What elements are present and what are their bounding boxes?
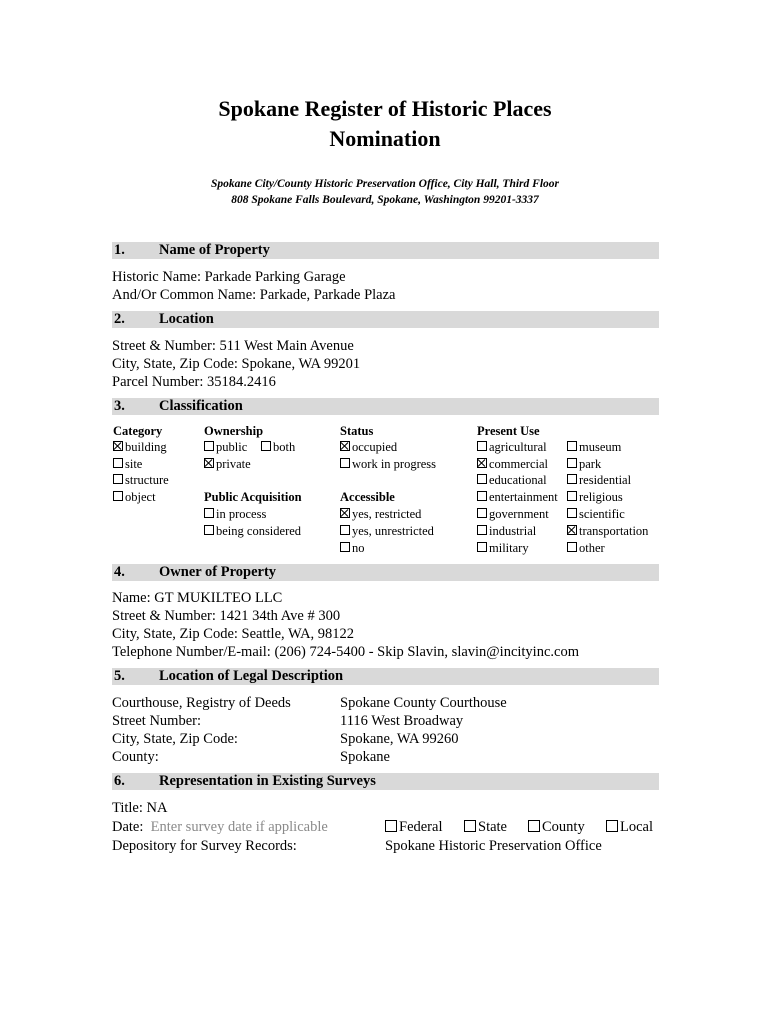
owner-phone-email-field[interactable]: Telephone Number/E-mail: (206) 724-5400 - Skip Slavin, slavin@incityinc.com [112, 644, 579, 660]
section-number: 4. [114, 564, 125, 580]
legal-street-field[interactable]: 1116 West Broadway [340, 713, 464, 729]
legal-city-field[interactable]: Spokane, WA 99260 [340, 731, 459, 747]
checkbox-icon[interactable] [113, 458, 123, 468]
accessible-heading: Accessible [340, 490, 395, 504]
option-label: public [216, 440, 248, 454]
section-number: 1. [114, 242, 125, 258]
checkbox-icon[interactable] [477, 525, 487, 535]
section-heading: Representation in Existing Surveys [159, 773, 376, 789]
use-museum-option[interactable] [567, 439, 621, 455]
location-city-field[interactable]: City, State, Zip Code: Spokane, WA 99201 [112, 356, 361, 372]
category-site-option[interactable] [113, 456, 142, 472]
checkbox-icon[interactable] [477, 508, 487, 518]
checkbox-icon[interactable] [261, 441, 271, 451]
survey-federal-option[interactable] [385, 818, 442, 836]
option-label: occupied [352, 440, 398, 454]
common-name-field[interactable]: And/Or Common Name: Parkade, Parkade Plaza [112, 287, 396, 303]
option-label: yes, restricted [352, 507, 422, 521]
option-label: State [478, 819, 507, 835]
use-educational-option[interactable] [477, 472, 547, 488]
checkbox-icon[interactable] [477, 491, 487, 501]
category-structure-option[interactable] [113, 472, 169, 488]
use-other-option[interactable] [567, 540, 605, 556]
survey-date-input[interactable]: Enter survey date if applicable [150, 819, 328, 835]
option-label: Local [620, 819, 654, 835]
owner-name-field[interactable]: Name: GT MUKILTEO LLC [112, 590, 283, 606]
section-bar-owner-of-property [112, 564, 659, 581]
section-number: 5. [114, 668, 125, 684]
ownership-heading: Ownership [204, 424, 264, 438]
legal-label-city: City, State, Zip Code: [112, 731, 238, 747]
checkbox-icon[interactable] [567, 491, 577, 501]
option-label: structure [125, 473, 169, 487]
survey-title-field[interactable]: Title: NA [112, 800, 168, 816]
option-label: in process [216, 507, 267, 521]
use-religious-option[interactable] [567, 489, 623, 505]
category-heading: Category [113, 424, 163, 438]
legal-courthouse-field[interactable]: Spokane County Courthouse [340, 695, 507, 711]
checkbox-icon[interactable] [113, 491, 123, 501]
survey-state-option[interactable] [464, 818, 507, 836]
option-label: object [125, 490, 156, 504]
checkbox-icon[interactable] [477, 474, 487, 484]
section-bar-legal-description [112, 668, 659, 685]
section-bar-classification [112, 398, 659, 415]
status-occupied-option[interactable] [340, 439, 397, 455]
checkbox-icon[interactable] [567, 458, 577, 468]
section-number: 3. [114, 398, 125, 414]
checked-box-icon[interactable] [204, 458, 214, 468]
option-label: site [125, 457, 143, 471]
checkbox-icon[interactable] [204, 508, 214, 518]
accessible-yes-unrestricted-option[interactable] [340, 523, 434, 539]
option-label: educational [489, 473, 547, 487]
ownership-public-option[interactable] [204, 439, 247, 455]
historic-name-field[interactable]: Historic Name: Parkade Parking Garage [112, 269, 346, 285]
option-label: industrial [489, 524, 537, 538]
survey-local-option[interactable] [606, 818, 653, 836]
section-number: 6. [114, 773, 125, 789]
option-label: park [579, 457, 602, 471]
survey-county-option[interactable] [528, 818, 585, 836]
option-label: residential [579, 473, 632, 487]
use-military-option[interactable] [477, 540, 529, 556]
checked-box-icon[interactable] [113, 441, 123, 451]
ownership-both-option[interactable] [261, 439, 295, 455]
public-acquisition-heading: Public Acquisition [204, 490, 302, 504]
section-heading: Location of Legal Description [159, 668, 344, 684]
use-commercial-option[interactable] [477, 456, 548, 472]
owner-city-field[interactable]: City, State, Zip Code: Seattle, WA, 98122 [112, 626, 355, 642]
option-label: other [579, 541, 605, 555]
option-label: agricultural [489, 440, 547, 454]
option-label: transportation [579, 524, 649, 538]
present-use-heading: Present Use [477, 424, 540, 438]
option-label: religious [579, 490, 623, 504]
section-bar-name-of-property [112, 242, 659, 259]
checkbox-icon[interactable] [528, 820, 540, 832]
survey-date-label: Date: [112, 819, 144, 835]
depository-label: Depository for Survey Records: [112, 838, 297, 854]
option-label: building [125, 440, 167, 454]
legal-label-county: County: [112, 749, 159, 765]
checkbox-icon[interactable] [567, 508, 577, 518]
option-label: no [352, 541, 365, 555]
checkbox-icon[interactable] [385, 820, 397, 832]
survey-date-row [112, 818, 328, 836]
use-transportation-option[interactable] [567, 523, 648, 539]
option-label: both [273, 440, 296, 454]
option-label: museum [579, 440, 622, 454]
use-entertainment-option[interactable] [477, 489, 558, 505]
checkbox-icon[interactable] [340, 525, 350, 535]
option-label: military [489, 541, 529, 555]
location-street-field[interactable]: Street & Number: 511 West Main Avenue [112, 338, 354, 354]
section-bar-existing-surveys [112, 773, 659, 790]
legal-county-field[interactable]: Spokane [340, 749, 390, 765]
option-label: scientific [579, 507, 625, 521]
checked-box-icon[interactable] [567, 525, 577, 535]
accessible-yes-restricted-option[interactable] [340, 506, 421, 522]
checkbox-icon[interactable] [113, 474, 123, 484]
section-bar-location [112, 311, 659, 328]
use-park-option[interactable] [567, 456, 601, 472]
option-label: yes, unrestricted [352, 524, 434, 538]
legal-label-street: Street Number: [112, 713, 201, 729]
use-industrial-option[interactable] [477, 523, 536, 539]
option-label: commercial [489, 457, 548, 471]
office-address-line2: 808 Spokane Falls Boulevard, Spokane, Washington 99201-3337 [231, 194, 539, 206]
checked-box-icon[interactable] [477, 458, 487, 468]
use-agricultural-option[interactable] [477, 439, 547, 455]
acquisition-in-process-option[interactable] [204, 506, 266, 522]
use-government-option[interactable] [477, 506, 549, 522]
option-label: being considered [216, 524, 302, 538]
checkbox-icon[interactable] [204, 441, 214, 451]
checked-box-icon[interactable] [340, 508, 350, 518]
status-heading: Status [340, 424, 374, 438]
section-number: 2. [114, 311, 125, 327]
office-address-line1: Spokane City/County Historic Preservation Office, City Hall, Third Floor [211, 178, 559, 190]
acquisition-being-considered-option[interactable] [204, 523, 301, 539]
checkbox-icon[interactable] [340, 542, 350, 552]
checkbox-icon[interactable] [340, 458, 350, 468]
form-title-line1: Spokane Register of Historic Places [218, 96, 552, 121]
section-heading: Name of Property [159, 242, 270, 258]
checkbox-icon[interactable] [567, 542, 577, 552]
status-work-in-progress-option[interactable] [340, 456, 436, 472]
category-object-option[interactable] [113, 489, 156, 505]
option-label: entertainment [489, 490, 558, 504]
use-scientific-option[interactable] [567, 506, 625, 522]
checkbox-icon[interactable] [204, 525, 214, 535]
option-label: Federal [399, 819, 443, 835]
section-heading: Location [159, 311, 214, 327]
owner-street-field[interactable]: Street & Number: 1421 34th Ave # 300 [112, 608, 341, 624]
checkbox-icon[interactable] [606, 820, 618, 832]
accessible-no-option[interactable] [340, 540, 365, 556]
depository-field[interactable]: Spokane Historic Preservation Office [385, 838, 602, 854]
checkbox-icon[interactable] [567, 441, 577, 451]
parcel-number-field[interactable]: Parcel Number: 35184.2416 [112, 374, 276, 390]
option-label: government [489, 507, 549, 521]
form-title-line2: Nomination [329, 126, 441, 151]
checkbox-icon[interactable] [477, 542, 487, 552]
option-label: County [542, 819, 585, 835]
checkbox-icon[interactable] [464, 820, 476, 832]
checkbox-icon[interactable] [567, 474, 577, 484]
checked-box-icon[interactable] [340, 441, 350, 451]
section-heading: Owner of Property [159, 564, 277, 580]
option-label: work in progress [352, 457, 437, 471]
ownership-private-option[interactable] [204, 456, 251, 472]
section-heading: Classification [159, 398, 243, 414]
use-residential-option[interactable] [567, 472, 631, 488]
option-label: private [216, 457, 251, 471]
legal-label-courthouse: Courthouse, Registry of Deeds [112, 695, 291, 711]
category-building-option[interactable] [113, 439, 167, 455]
checkbox-icon[interactable] [477, 441, 487, 451]
